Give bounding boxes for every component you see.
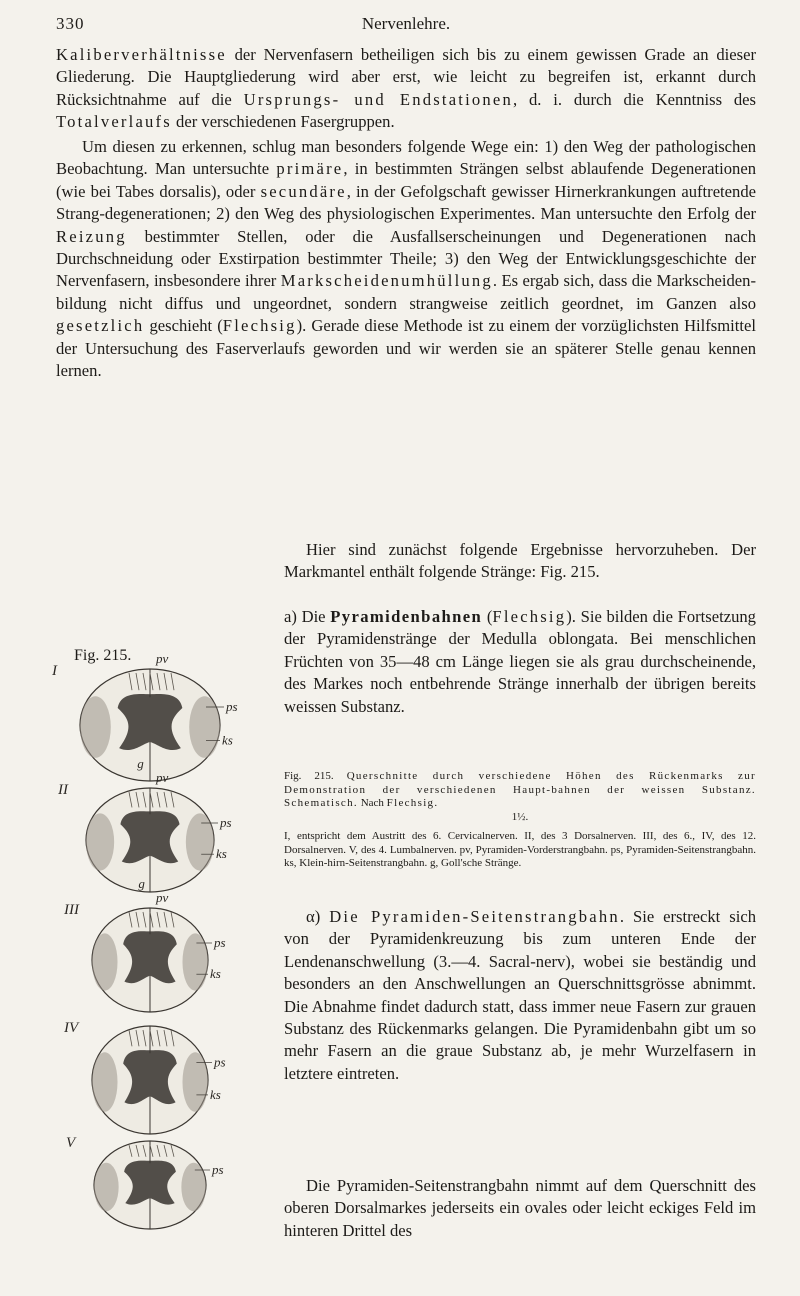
sec-3-label-ks: ks bbox=[210, 966, 221, 982]
paragraph-3: Hier sind zunächst folgende Ergebnisse hervorzuheben. Der Markmantel enthält folgende Stränge: Fig. 215. bbox=[284, 540, 756, 582]
figure-legend: I, entspricht dem Austritt des 6. Cervicalnerven. II, des 3 Dorsalnerven. III, des 6., IV, des 12. Dorsalnerven. V, des 4. Lumbalnerven. pv, Pyramiden-Vorderstrangbahn. ps, Pyramiden-Seitenstrangbahn. ks, Klein-hirn-Seitenstrangbahn. g, Goll'sche Stränge. bbox=[284, 830, 756, 870]
sec-3-label-g: g bbox=[138, 876, 145, 891]
sec-3-right-lateral-tract bbox=[182, 933, 208, 990]
page-number: 330 bbox=[56, 14, 85, 33]
sec-1-label-ks: ks bbox=[222, 732, 233, 748]
sec-3-label-pv: pv bbox=[156, 890, 169, 905]
sec-2-label-pv: pv bbox=[156, 770, 169, 785]
sec-4-left-lateral-tract bbox=[92, 1052, 118, 1111]
sec-2-label-ps: ps bbox=[220, 815, 232, 830]
paragraph-5: α) Die Pyramiden-Seitenstrangbahn. Sie erstreckt sich von der Pyramidenkreuzung bis zum unteren Ende der Lendenanschwellung (3.—4. Sacral-nerv), wobei sie beständig und besonders an den Anschwellungen an Querschnittsgrösse abnimmt. Die Abnahme findet dadurch statt, dass immer neue Fasern zur grauen Substanz des Rückenmarks gelangen. Die Pyramidenbahn gibt um so mehr Fasern an die graue Substanz ab, je mehr Wurzelfasern in letztere eintreten. bbox=[284, 907, 757, 1083]
sec-2-label-g: g bbox=[137, 756, 144, 771]
sec-1-left-lateral-tract bbox=[80, 696, 111, 758]
sec-4-right-lateral-tract bbox=[182, 1052, 208, 1111]
sec-1-numeral: I bbox=[52, 663, 57, 679]
sec-5-numeral: V bbox=[66, 1135, 76, 1151]
sec-2-numeral: II bbox=[58, 782, 68, 798]
paragraph-6: Die Pyramiden-Seitenstrangbahn nimmt auf dem Querschnitt des oberen Dorsalmarkes jederseits ein ovales oder leicht eckiges Feld im hinteren Drittel des bbox=[284, 1176, 756, 1240]
sec-2-label-ks: ks bbox=[216, 846, 227, 862]
sec-1-label-ps: ps bbox=[226, 699, 238, 714]
sec-2-left-lateral-tract bbox=[86, 813, 114, 870]
figure-caption: Fig. 215. Querschnitte durch verschiedene Höhen des Rückenmarks zur Demonstration der verschiedenen Haupt-bahnen der weissen Substanz. Schematisch. Nach Flechsig. 1½. bbox=[284, 770, 756, 823]
paragraph-4: a) Die Pyramidenbahnen (Flechsig). Sie bilden die Fortsetzung der Pyramidenstränge der Medulla oblongata. Bei menschlichen Früchten von 35—48 cm Länge liegen sie als grau durchscheinende, des Markes noch entbehrende Stränge innerhalb der übrigen bereits weissen Substanz. bbox=[284, 607, 756, 716]
sec-3-label-ps: ps bbox=[214, 935, 226, 950]
sec-1-label-pv: pv bbox=[156, 651, 169, 666]
sec-5-label-ps: ps bbox=[212, 1162, 224, 1177]
paragraph-2: Um diesen zu erkennen, schlug man besonders folgende Wege ein: 1) den Weg der pathologischen Beobachtung. Man untersuchte primäre, in bestimmten Strängen selbst ablaufende Degenerationen (wie bei Tabes dorsalis), oder secundäre, in der Gefolgschaft gewisser Hirnerkrankungen auftretende Strang-degenerationen; 2) den Weg des physiologischen Experimentes. Man untersuchte den Erfolg der Reizung bestimmter Stellen, oder die Ausfallserscheinungen und Degenerationen nach Durchschneidung oder Exstirpation bestimmter Theile; 3) den Weg der Entwicklungsgeschichte der Nervenfasern, insbesondere ihrer Markscheidenumhüllung. Es ergab sich, dass die Markscheiden-bildung nicht diffus und ungeordnet, sondern strangweise zeitlich geordnet, im Ganzen also gesetzlich geschieht (Flechsig). Gerade diese Methode ist zu einem der vorzüglichsten Hilfsmittel der Untersuchung des Faserverlaufs geworden und wir werden sie an späterer Stelle genau kennen lernen. bbox=[56, 137, 756, 381]
running-title: Nervenlehre. bbox=[361, 14, 451, 33]
figure-label: Fig. 215. bbox=[74, 647, 132, 664]
page-header bbox=[56, 14, 756, 42]
paragraph-1: Kaliberverhältnisse der Nervenfasern betheiligen sich bis zu einem gewissen Grade an dieser Gliederung. Die Hauptgliederung wird aber erst, wie leicht zu begreifen ist, erkannt durch Rücksichtnahme auf die Ursprungs- und Endstationen, d. i. durch die Kenntniss des Totalverlaufs der verschiedenen Fasergruppen. bbox=[56, 45, 756, 132]
sec-1-right-lateral-tract bbox=[189, 696, 220, 758]
sec-3-left-lateral-tract bbox=[92, 933, 118, 990]
sec-2-right-lateral-tract bbox=[186, 813, 214, 870]
sec-3-numeral: III bbox=[64, 902, 79, 918]
sec-5-left-lateral-tract bbox=[94, 1163, 119, 1211]
sec-4-numeral: IV bbox=[64, 1020, 79, 1036]
sec-4-label-ps: ps bbox=[214, 1054, 226, 1070]
sec-4-label-ks: ks bbox=[210, 1086, 221, 1102]
